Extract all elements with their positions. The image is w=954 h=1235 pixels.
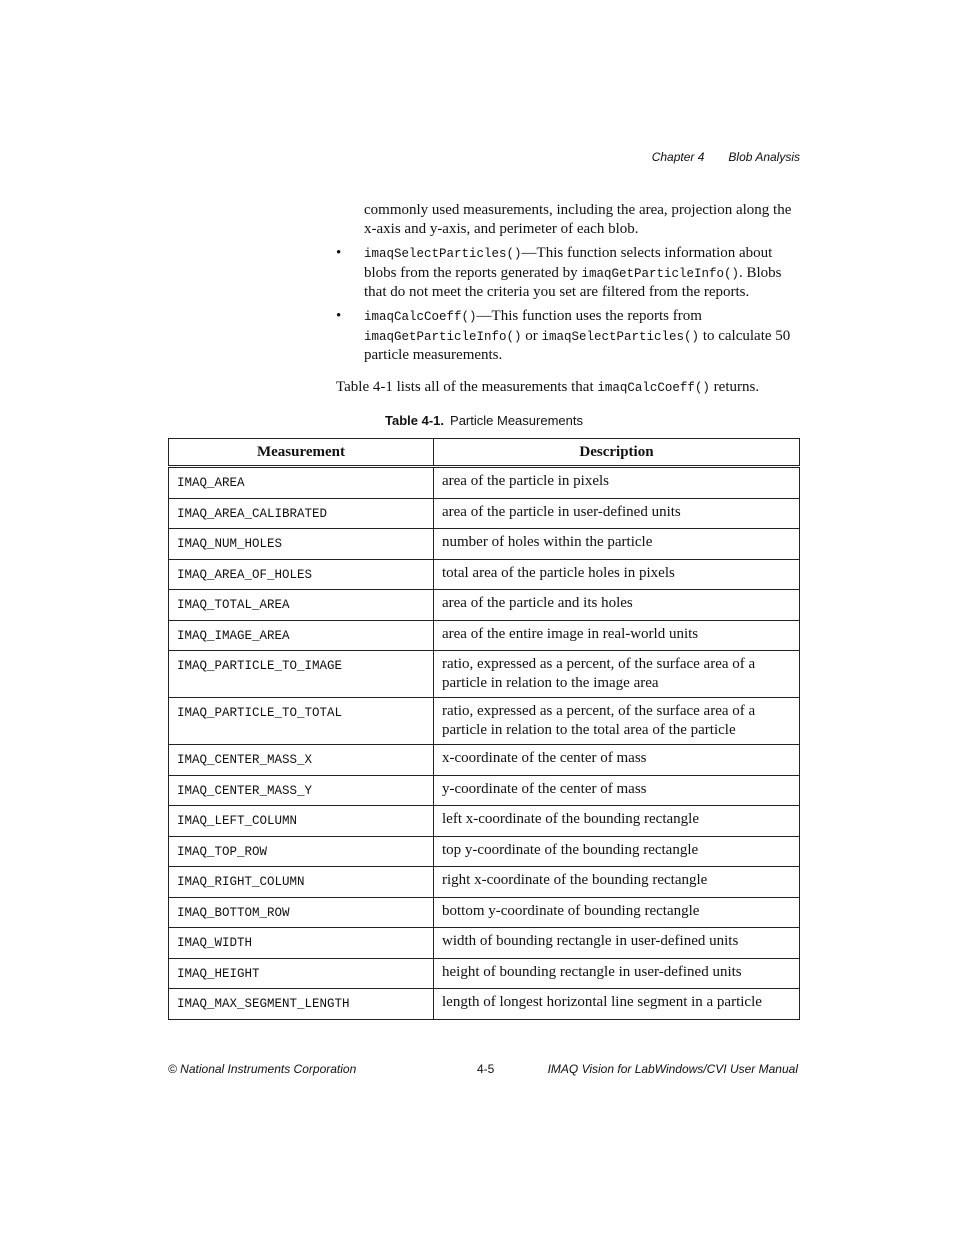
- bullet-text: —This function uses the reports from: [476, 308, 702, 324]
- bullet-symbol: •: [336, 245, 342, 261]
- table-row: [169, 559, 800, 590]
- table-title: Particle Measurements: [450, 413, 583, 428]
- measurement-description: y-coordinate of the center of mass: [434, 775, 800, 806]
- measurement-description: area of the particle and its holes: [434, 590, 800, 621]
- measurement-description: height of bounding rectangle in user-defined units: [434, 958, 800, 989]
- footer-copyright: © National Instruments Corporation: [168, 1062, 357, 1076]
- bullet-text: or: [521, 327, 542, 344]
- measurement-constant: IMAQ_PARTICLE_TO_TOTAL: [169, 698, 434, 745]
- table-row: [169, 529, 800, 560]
- bullet-content: [364, 244, 806, 302]
- table-body: [169, 467, 800, 1020]
- table-row: [169, 989, 800, 1020]
- measurement-constant: IMAQ_RIGHT_COLUMN: [169, 867, 434, 898]
- measurement-constant: IMAQ_PARTICLE_TO_IMAGE: [169, 651, 434, 698]
- manual-title: IMAQ Vision for LabWindows/CVI User Manual: [547, 1062, 798, 1076]
- measurement-constant: IMAQ_AREA: [169, 467, 434, 499]
- function-name: imaqCalcCoeff(): [364, 310, 477, 324]
- bullet-item-calc-coeff: [336, 307, 806, 365]
- measurement-description: width of bounding rectangle in user-defined units: [434, 928, 800, 959]
- function-name: imaqSelectParticles(): [364, 247, 522, 261]
- table-row: [169, 498, 800, 529]
- measurement-description: length of longest horizontal line segment in a particle: [434, 989, 800, 1020]
- table-header-row: [169, 439, 800, 467]
- bullet-text: —This function selects information about blobs from the reports generated by: [364, 245, 773, 281]
- measurement-description: x-coordinate of the center of mass: [434, 745, 800, 776]
- chapter-label: Chapter 4: [651, 150, 705, 164]
- table-row: [169, 958, 800, 989]
- measurement-description: number of holes within the particle: [434, 529, 800, 560]
- running-header: [652, 150, 800, 164]
- measurement-description: right x-coordinate of the bounding rectangle: [434, 867, 800, 898]
- intro-text: Table 4-1 lists all of the measurements that: [336, 379, 598, 395]
- table-row: [169, 745, 800, 776]
- table-row: [169, 928, 800, 959]
- table-row: [169, 620, 800, 651]
- bullet-text: to calculate 50 particle measurements.: [364, 327, 791, 363]
- function-name: imaqSelectParticles(): [541, 329, 700, 344]
- measurement-description: top y-coordinate of the bounding rectangle: [434, 836, 800, 867]
- bullet-text: . Blobs that do not meet the criteria you set are filtered from the reports.: [364, 264, 782, 300]
- function-name: imaqCalcCoeff(): [597, 381, 710, 395]
- table-row: [169, 897, 800, 928]
- table-row: [169, 698, 800, 745]
- table-row: [169, 867, 800, 898]
- table-row: [169, 651, 800, 698]
- column-header-measurement: Measurement: [169, 439, 434, 467]
- measurement-description: area of the particle in pixels: [434, 467, 800, 499]
- table-caption: [168, 413, 800, 428]
- measurement-constant: IMAQ_CENTER_MASS_X: [169, 745, 434, 776]
- continuation-paragraph: commonly used measurements, including the area, projection along the x-axis and y-axis, and perimeter of each blob.: [364, 202, 792, 237]
- intro-text: returns.: [709, 379, 760, 395]
- section-title: Blob Analysis: [728, 150, 800, 164]
- page-number: 4-5: [477, 1062, 495, 1076]
- measurement-constant: IMAQ_BOTTOM_ROW: [169, 897, 434, 928]
- measurement-constant: IMAQ_WIDTH: [169, 928, 434, 959]
- measurement-constant: IMAQ_CENTER_MASS_Y: [169, 775, 434, 806]
- measurement-constant: IMAQ_AREA_OF_HOLES: [169, 559, 434, 590]
- table-number: Table 4-1.: [385, 413, 445, 428]
- particle-measurements-table: [168, 438, 800, 1020]
- function-name: imaqGetParticleInfo(): [581, 266, 739, 281]
- measurement-description: ratio, expressed as a percent, of the surface area of a particle in relation to the total area of the particle: [434, 698, 800, 745]
- measurement-constant: IMAQ_HEIGHT: [169, 958, 434, 989]
- measurement-description: area of the particle in user-defined units: [434, 498, 800, 529]
- measurement-constant: IMAQ_TOP_ROW: [169, 836, 434, 867]
- bullet-content: [364, 307, 806, 365]
- bullet-item-select-particles: [336, 244, 806, 302]
- measurement-description: ratio, expressed as a percent, of the surface area of a particle in relation to the image area: [434, 651, 800, 698]
- measurement-constant: IMAQ_NUM_HOLES: [169, 529, 434, 560]
- measurement-description: area of the entire image in real-world units: [434, 620, 800, 651]
- measurement-description: bottom y-coordinate of bounding rectangle: [434, 897, 800, 928]
- measurement-constant: IMAQ_IMAGE_AREA: [169, 620, 434, 651]
- measurement-constant: IMAQ_AREA_CALIBRATED: [169, 498, 434, 529]
- table-row: [169, 775, 800, 806]
- measurement-constant: IMAQ_LEFT_COLUMN: [169, 806, 434, 837]
- column-header-description: Description: [434, 439, 800, 467]
- measurement-description: left x-coordinate of the bounding rectangle: [434, 806, 800, 837]
- bullet-symbol: •: [336, 308, 342, 324]
- measurement-constant: IMAQ_TOTAL_AREA: [169, 590, 434, 621]
- measurement-constant: IMAQ_MAX_SEGMENT_LENGTH: [169, 989, 434, 1020]
- function-name: imaqGetParticleInfo(): [364, 329, 522, 344]
- measurement-description: total area of the particle holes in pixels: [434, 559, 800, 590]
- table-row: [169, 836, 800, 867]
- table-row: [169, 590, 800, 621]
- table-row: [169, 806, 800, 837]
- table-intro-paragraph: [336, 378, 806, 398]
- table-row: [169, 467, 800, 499]
